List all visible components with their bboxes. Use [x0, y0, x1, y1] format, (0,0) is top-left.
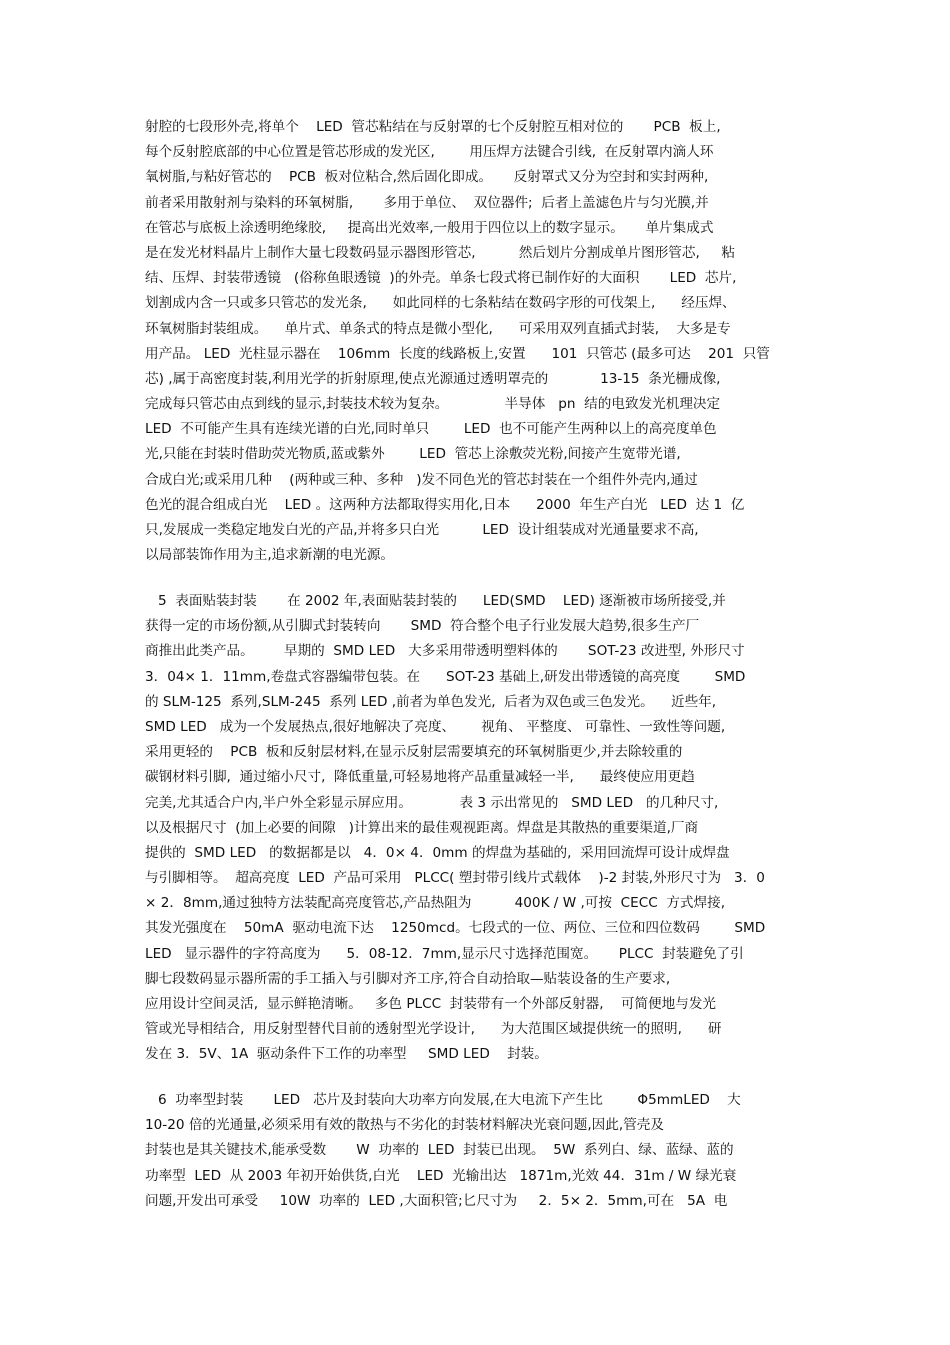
paragraph-seven-segment-display	[145, 115, 825, 568]
text-line: 发在 3．5V、1A 驱动条件下工作的功率型 SMD LED 封装。	[145, 1046, 548, 1063]
text-line: 射腔的七段形外壳,将单个 LED 管芯粘结在与反射罩的七个反射腔互相对位的 PCB 板上,	[145, 119, 721, 135]
text-line: 前者采用散射剂与染料的环氧树脂, 多用于单位、 双位器件; 后者上盖滤色片与匀光膜,并	[145, 194, 709, 211]
text-line: 完美,尤其适合户内,半户外全彩显示屏应用。 表 3 示出常见的 SMD LED 的几种尺寸,	[145, 794, 719, 811]
text-line: 在管芯与底板上涂透明绝缘胶, 提高出光效率,一般用于四位以上的数字显示。 单片集成式	[145, 219, 714, 236]
text-line: 问题,开发出可承受 10W 功率的 LED ,大面积管;匕尺寸为 2．5× 2．5mm,可在 5A 电	[145, 1192, 728, 1209]
text-line: 5 表面贴装封装 在 2002 年,表面贴装封装的 LED(SMD LED) 逐渐被市场所接受,并	[145, 593, 726, 609]
text-line: LED 显示器件的字符高度为 5．08-12．7mm,显示尺寸选择范围宽。 PLCC 封装避免了引	[145, 945, 744, 962]
text-line: 提供的 SMD LED 的数据都是以 4．0× 4．0mm 的焊盘为基础的, 采用回流焊可设计成焊盘	[145, 844, 730, 861]
text-line: 完成每只管芯由点到线的显示,封装技术较为复杂。 半导体 pn 结的电致发光机理决定	[145, 396, 721, 413]
text-line: 封装也是其关键技术,能承受数 W 功率的 LED 封装已出现。 5W 系列白、绿、蓝绿、蓝的	[145, 1142, 734, 1159]
text-line: 用产品。 LED 光柱显示器在 106mm 长度的线路板上,安置 101 只管芯 (最多可达 201 只管	[145, 345, 770, 362]
text-line: 色光的混合组成白光 LED 。这两种方法都取得实用化,日本 2000 年生产白光 LED 达 1 亿	[145, 496, 745, 513]
text-line: 碳钢材料引脚, 通过缩小尺寸, 降低重量,可轻易地将产品重量减轻一半, 最终使应用更趋	[145, 769, 695, 786]
text-line: 以局部装饰作用为主,追求新潮的电光源。	[145, 547, 395, 564]
text-line: 其发光强度在 50mA 驱动电流下达 1250mcd。七段式的一位、两位、三位和四位数码 SMD	[145, 920, 766, 937]
text-line: 合成白光;或采用几种 (两种或三种、多种 )发不同色光的管芯封装在一个组件外壳内,通过	[145, 471, 698, 488]
text-line: 功率型 LED 从 2003 年初开始供货,白光 LED 光输出达 1871m,光效 44．31m / W 绿光衰	[145, 1167, 737, 1184]
text-line: LED 不可能产生具有连续光谱的白光,同时单只 LED 也不可能产生两种以上的高亮度单色	[145, 421, 717, 438]
text-line: 商推出此类产品。 早期的 SMD LED 大多采用带透明塑料体的 SOT-23 改进型, 外形尺寸	[145, 643, 745, 660]
paragraph-surface-mount-package	[145, 589, 825, 1068]
text-line: 管或光导相结合, 用反射型替代目前的透射型光学设计, 为大范围区域提供统一的照明, 研	[145, 1021, 722, 1038]
text-line: 芯) ,属于高密度封装,利用光学的折射原理,使点光源通过透明罩壳的 13-15 条光栅成像,	[145, 370, 721, 387]
text-line: 每个反射腔底部的中心位置是管芯形成的发光区, 用压焊方法键合引线, 在反射罩内滴人环	[145, 144, 714, 161]
text-line: 与引脚相等。 超高亮度 LED 产品可采用 PLCC( 塑封带引线片式载体 )-2 封装,外形尺寸为 3．0	[145, 870, 765, 887]
text-line: 6 功率型封装 LED 芯片及封装向大功率方向发展,在大电流下产生比 Φ5mmLED 大	[145, 1092, 741, 1108]
text-line: × 2．8mm,通过独特方法装配高亮度管芯,产品热阻为 400K / W ,可按 CECC 方式焊接,	[145, 895, 726, 912]
text-line: 结、压焊、封装带透镜 (俗称鱼眼透镜 )的外壳。单条七段式将已制作好的大面积 LED 芯片,	[145, 270, 737, 287]
text-line: SMD LED 成为一个发展热点,很好地解决了亮度、 视角、 平整度、 可靠性、一致性等问题,	[145, 718, 726, 735]
text-line: 只,发展成一类稳定地发白光的产品,并将多只白光 LED 设计组装成对光通量要求不高,	[145, 522, 699, 538]
text-line: 脚七段数码显示器所需的手工插入与引脚对齐工序,符合自动拾取—贴装设备的生产要求,	[145, 970, 671, 987]
text-line: 获得一定的市场份额,从引脚式封装转向 SMD 符合整个电子行业发展大趋势,很多生产厂	[145, 618, 700, 635]
paragraph-power-package	[145, 1088, 825, 1214]
text-line: 10-20 倍的光通量,必须采用有效的散热与不劣化的封装材料解决光衰问题,因此,管壳及	[145, 1117, 664, 1134]
text-line: 3．04× 1．11mm,卷盘式容器编带包装。在 SOT-23 基础上,研发出带透镜的高亮度 SMD	[145, 668, 746, 685]
text-line: 划割成内含一只或多只管芯的发光条, 如此同样的七条粘结在数码字形的可伐架上, 经压焊、	[145, 295, 736, 312]
text-line: 光,只能在封装时借助荧光物质,蓝或紫外 LED 管芯上涂敷荧光粉,间接产生宽带光谱,	[145, 446, 681, 463]
text-line: 以及根据尺寸 (加上必要的间隙 )计算出来的最佳观视距离。焊盘是其散热的重要渠道,厂商	[145, 819, 699, 836]
text-line: 环氧树脂封装组成。 单片式、单条式的特点是微小型化, 可采用双列直插式封装, 大多是专	[145, 320, 731, 337]
text-line: 采用更轻的 PCB 板和反射层材料,在显示反射层需要填充的环氧树脂更少,并去除较重的	[145, 744, 683, 761]
text-line: 是在发光材料晶片上制作大量七段数码显示器图形管芯, 然后划片分割成单片图形管芯, 粘	[145, 244, 736, 261]
text-line: 氧树脂,与粘好管芯的 PCB 板对位粘合,然后固化即成。 反射罩式又分为空封和实封两种,	[145, 169, 709, 186]
text-line: 的 SLM-125 系列,SLM-245 系列 LED ,前者为单色发光, 后者为双色或三色发光。 近些年,	[145, 693, 717, 710]
text-line: 应用设计空间灵活, 显示鲜艳清晰。 多色 PLCC 封装带有一个外部反射器, 可简便地与发光	[145, 996, 717, 1012]
